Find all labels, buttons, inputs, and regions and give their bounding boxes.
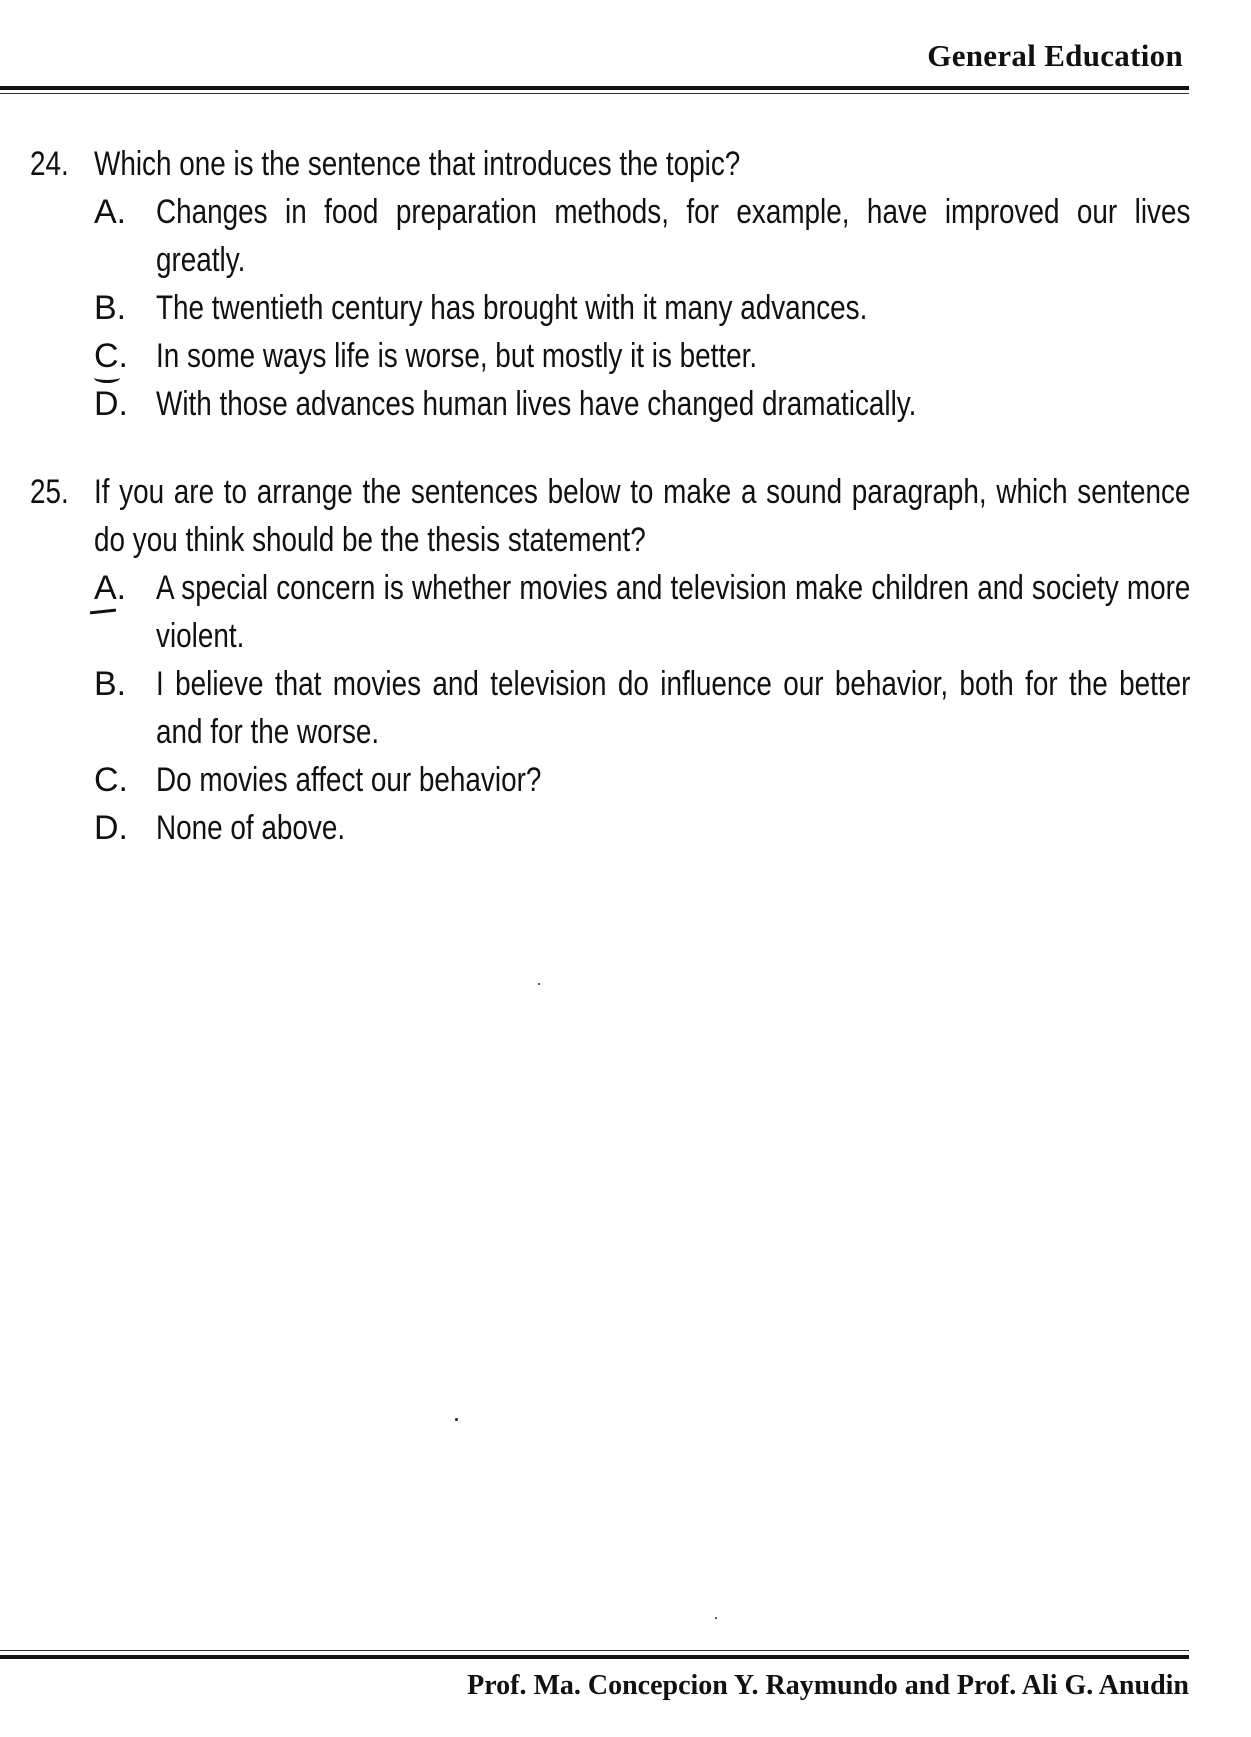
- option-text: The twentieth century has brought with it many advances.: [156, 289, 868, 327]
- question-24: [30, 140, 1190, 428]
- option-letter: C.: [94, 337, 128, 375]
- option-text: In some ways life is worse, but mostly it is better.: [156, 337, 758, 375]
- option-letter: A.: [94, 193, 127, 231]
- header-rule-thin: [0, 93, 1189, 94]
- option-a: [94, 564, 1190, 660]
- option-text: Do movies affect our behavior?: [156, 761, 542, 799]
- option-text: I believe that movies and television do influence our behavior, both for the better and for the worse.: [156, 665, 1191, 751]
- handwritten-answer-mark: [90, 609, 116, 615]
- question-number: 25.: [30, 473, 69, 511]
- option-text: None of above.: [156, 809, 346, 847]
- option-letter: D.: [94, 385, 128, 423]
- option-text: With those advances human lives have changed dramatically.: [156, 385, 917, 423]
- footer-authors: Prof. Ma. Concepcion Y. Raymundo and Prof. Ali G. Anudin: [467, 1670, 1189, 1701]
- question-list: [30, 140, 1190, 892]
- header-rule-thick: [0, 86, 1189, 90]
- option-letter: B.: [94, 289, 127, 327]
- footer-rule-thick: [0, 1655, 1189, 1659]
- option-letter: B.: [94, 665, 127, 703]
- question-text: Which one is the sentence that introduces the topic?: [94, 145, 741, 183]
- option-c: [94, 332, 1190, 380]
- option-text: A special concern is whether movies and television make children and society more violent.: [156, 569, 1191, 655]
- scan-speck: [538, 983, 540, 985]
- question-25: [30, 468, 1190, 852]
- option-b: [94, 284, 1190, 332]
- option-d: [94, 380, 1190, 428]
- option-a: [94, 188, 1190, 284]
- scan-speck: [455, 1418, 458, 1421]
- page-header-title: General Education: [927, 38, 1183, 73]
- scan-speck: [715, 1617, 717, 1619]
- option-letter: A.: [94, 569, 127, 607]
- option-text: Changes in food preparation methods, for example, have improved our lives greatly.: [156, 193, 1191, 279]
- footer-rule-thin: [0, 1650, 1189, 1651]
- question-number: 24.: [30, 145, 69, 183]
- option-letter: D.: [94, 809, 128, 847]
- option-b: [94, 660, 1190, 756]
- option-letter: C.: [94, 761, 128, 799]
- option-c: [94, 756, 1190, 804]
- option-d: [94, 804, 1190, 852]
- question-text: If you are to arrange the sentences below to make a sound paragraph, which sentence do you think should be the thesis statement?: [94, 473, 1191, 559]
